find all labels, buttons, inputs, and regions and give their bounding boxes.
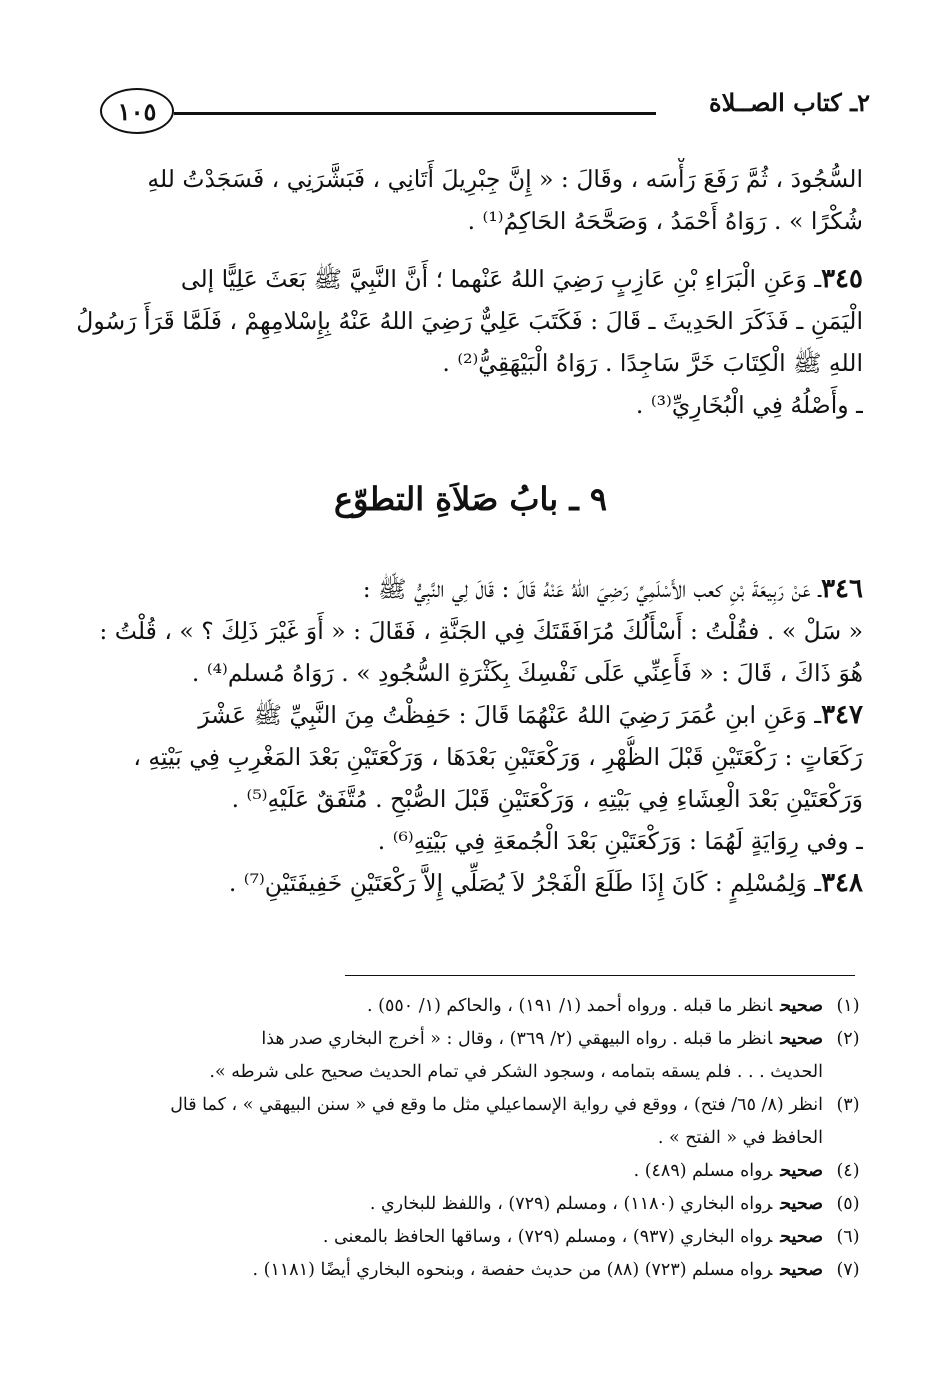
text-line: ـ وفي رِوَايَةٍ لَهُمَا : وَرَكْعَتَيْنِ بَعْدَ الْجُمعَةِ فِي بَيْتِهِ⁽⁶⁾ .: [377, 827, 863, 855]
text-line: « سَلْ » . فقُلْتُ : أَسْأَلُكَ مُرَافَقَتَكَ فِي الجَنَّةِ ، فَقَالَ : « أَوَ غَيْرَ ذَلِكَ ؟ » ، قُلْتُ :: [99, 617, 863, 645]
grading-label: صحيح: [780, 1029, 823, 1049]
chapter-heading: ٩ ـ بابُ صَلاَةِ التطوّع: [333, 480, 608, 518]
hadith-number: ٣٤٨: [821, 868, 863, 898]
footnote-text: انظر ما قبله . ورواه أحمد (١/ ١٩١) ، والحاكم (١/ ٥٥٠) .: [367, 996, 773, 1016]
footnote-number: (١): [836, 996, 860, 1016]
text-line: الْيَمَنِ ـ فَذَكَرَ الحَدِيثَ ـ قَالَ : فَكَتَبَ عَلِيٌّ رَضِيَ اللهُ عَنْهُ بِإِسْلامِهِمْ ، فَلَمَّا قَرَأَ رَسُولُ: [76, 307, 863, 335]
footnote-separator: [345, 975, 855, 976]
footnote-number: (٧): [836, 1260, 860, 1280]
hadiths-346-348: [75, 568, 863, 904]
footnote-number: (٢): [836, 1029, 860, 1049]
footnotes: [73, 990, 873, 1287]
footnote: [73, 990, 873, 1023]
text-line-content: ـ وَعَنِ الْبَرَاءِ بْنِ عَازِبٍ رَضِيَ اللهُ عَنْهما ؛ أَنَّ النَّبِيَّ ﷺ بَعَثَ عَلِيًّا إلى: [180, 265, 822, 293]
footnote-text: رواه البخاري (٩٣٧) ، ومسلم (٧٢٩) ، وساقها الحافظ بالمعنى .: [322, 1227, 773, 1247]
footnote: [73, 1089, 873, 1155]
footnote-body: [73, 1155, 823, 1188]
running-title: ٢ـ كتاب الصــلاة: [709, 88, 870, 117]
page-number-badge: [100, 88, 174, 134]
footnote-line: [73, 1221, 823, 1254]
footnote-line: [73, 1188, 823, 1221]
grading-label: صحيح: [780, 1227, 823, 1247]
footnote-line: [73, 1023, 823, 1056]
grading-label: صحيح: [780, 996, 823, 1016]
footnote-text: رواه مسلم (٤٨٩) .: [633, 1161, 773, 1181]
footnote-number: (٦): [836, 1227, 860, 1247]
footnote-line: [73, 1254, 823, 1287]
footnote-body: [73, 1254, 823, 1287]
grading-label: صحيح: [780, 1194, 823, 1214]
footnote: [73, 1221, 873, 1254]
footnote: [73, 1188, 873, 1221]
footnote-body: [73, 990, 823, 1023]
page-number: ١٠٥: [117, 96, 157, 126]
text-line: [75, 258, 863, 300]
text-line: السُّجُودَ ، ثُمَّ رَفَعَ رَأْسَه ، وقَالَ : « إِنَّ جِبْرِيلَ أَتَانِي ، فَبَشَّرَنِي ، فَسَجَدْتُ للهِ: [147, 165, 863, 193]
footnote-number: (٥): [836, 1194, 860, 1214]
text-line: [75, 862, 863, 904]
footnote: [73, 1023, 873, 1089]
footnote-line: [73, 1155, 823, 1188]
hadith-345: [75, 258, 863, 426]
text-line: شُكْرًا » . رَوَاهُ أَحْمَدُ ، وَصَحَّحَهُ الحَاكِمُ⁽¹⁾ .: [467, 207, 863, 235]
hadith-344-continuation: [75, 158, 863, 242]
grading-label: صحيح: [780, 1260, 823, 1280]
hadith-number: ٣٤٦: [821, 574, 863, 604]
footnote-body: [73, 1221, 823, 1254]
grading-label: صحيح: [780, 1161, 823, 1181]
footnote-body: [73, 1023, 823, 1089]
text-line: وَرَكْعَتَيْنِ بَعْدَ الْعِشَاءِ فِي بَيْتِهِ ، وَرَكْعَتَيْنِ قَبْلَ الصُّبْحِ . مُتَّفَقٌ عَلَيْهِ⁽⁵⁾ .: [231, 785, 863, 813]
text-line: رَكَعَاتٍ : رَكْعَتَيْنِ قَبْلَ الظُّهْرِ ، وَرَكْعَتَيْنِ بَعْدَهَا ، وَرَكْعَتَيْنِ بَعْدَ المَغْرِبِ فِي بَيْتِهِ ،: [133, 743, 863, 771]
footnote: [73, 1155, 873, 1188]
text-line: ـ وأَصْلُهُ فِي الْبُخَارِيِّ⁽³⁾ .: [635, 391, 863, 419]
footnote-text: رواه مسلم (٧٢٣) (٨٨) من حديث حفصة ، وبنحوه البخاري أيضًا (١١٨١) .: [252, 1260, 773, 1280]
text-line-content: ـ وَلِمُسْلِمٍ : كَانَ إِذَا طَلَعَ الْفَجْرُ لاَ يُصَلِّي إِلاَّ رَكْعَتَيْنِ خَفِيفَتَيْنِ⁽⁷⁾ .: [228, 869, 822, 897]
footnote-number: (٤): [836, 1161, 860, 1181]
footnote-line: الحافظ في « الفتح » .: [657, 1128, 823, 1148]
header-rule: [174, 112, 656, 115]
text-line: هُوَ ذَاكَ ، قَالَ : « فَأَعِنِّي عَلَى نَفْسِكَ بِكَثْرَةِ السُّجُودِ » . رَوَاهُ مُسلم⁽⁴⁾ .: [191, 659, 863, 687]
footnote-line: [73, 990, 823, 1023]
footnote-body: [73, 1188, 823, 1221]
hadith-number: ٣٤٧: [821, 700, 863, 730]
hadith-number: ٣٤٥: [821, 264, 863, 294]
footnote-number: (٣): [836, 1095, 860, 1115]
text-line: اللهِ ﷺ الْكِتَابَ خَرَّ سَاجِدًا . رَوَاهُ الْبَيْهَقِيُّ⁽²⁾ .: [442, 349, 863, 377]
footnote-line: الحديث . . . فلم يسقه بتمامه ، وسجود الشكر في تمام الحديث صحيح على شرطه ».: [209, 1062, 823, 1082]
page-header: [100, 80, 870, 150]
text-line-content: ـ عَنْ رَبِيعَةَ بْنِ كعب الأَسْلَمِيِّ رَضِيَ اللهُ عَنْهُ قَالَ : قَالَ لِي النَّبِيُّ ﷺ :: [362, 575, 822, 603]
footnote-text: انظر ما قبله . رواه البيهقي (٢/ ٣٦٩) ، وقال : « أخرج البخاري صدر هذا: [261, 1029, 773, 1049]
footnote-line: انظر (٨/ ٦٥/ فتح) ، ووقع في رواية الإسماعيلي مثل ما وقع في « سنن البيهقي » ، كما قال: [170, 1095, 823, 1115]
text-line: [75, 568, 863, 610]
text-line: [75, 694, 863, 736]
footnote-body: [73, 1089, 823, 1155]
footnote: [73, 1254, 873, 1287]
text-line-content: ـ وَعَنِ ابنِ عُمَرَ رَضِيَ اللهُ عَنْهُمَا قَالَ : حَفِظْتُ مِنَ النَّبِيِّ ﷺ عَشْرَ: [198, 701, 822, 729]
footnote-text: رواه البخاري (١١٨٠) ، ومسلم (٧٢٩) ، واللفظ للبخاري .: [369, 1194, 773, 1214]
